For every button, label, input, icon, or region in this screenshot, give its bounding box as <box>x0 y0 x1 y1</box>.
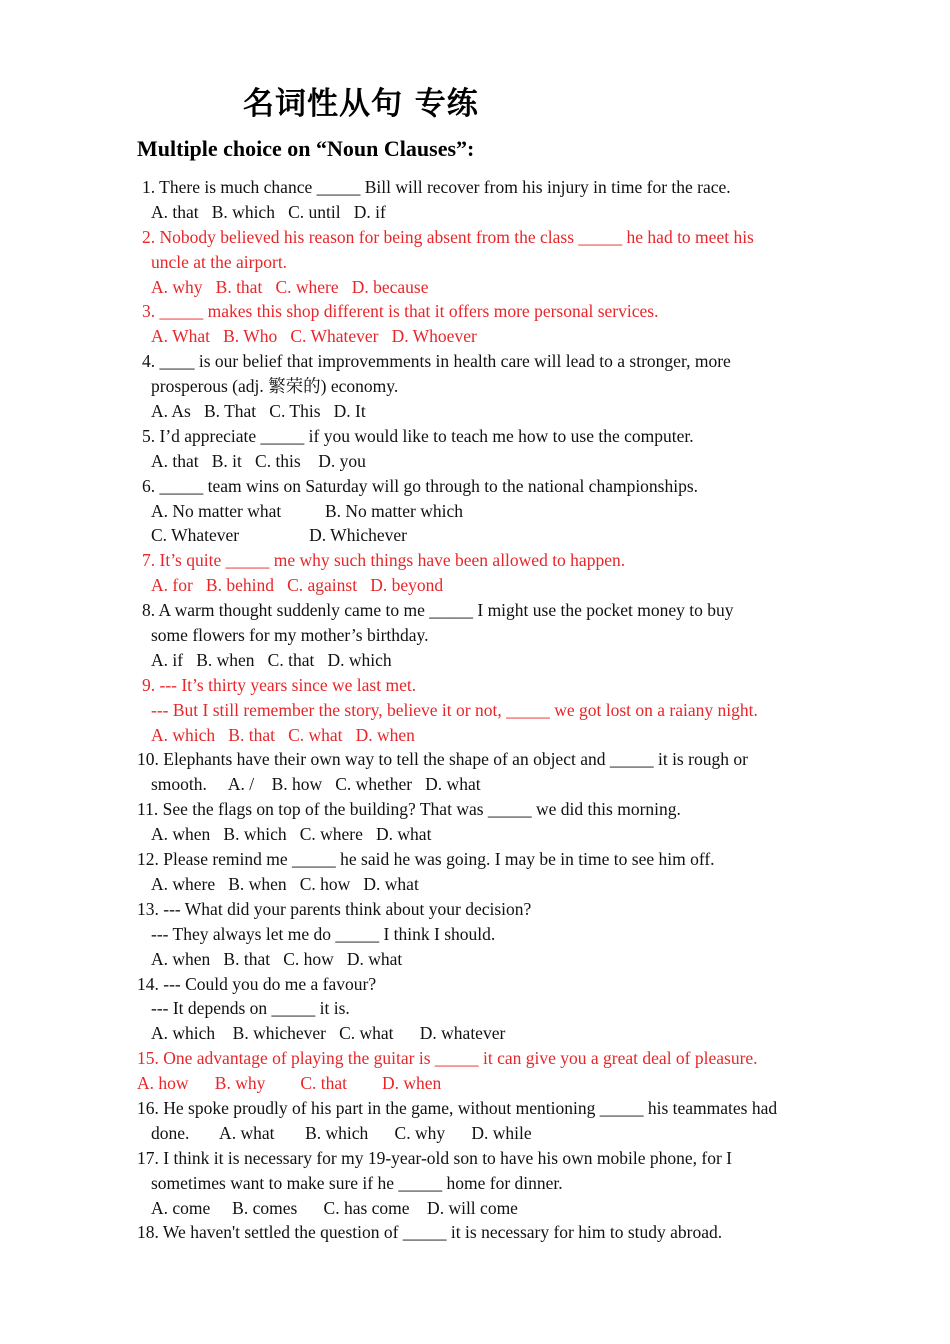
question-text-line: A. why B. that C. where D. because <box>151 276 429 297</box>
question-text-line: A. which B. whichever C. what D. whatever <box>151 1023 506 1044</box>
question-text-line: A. when B. that C. how D. what <box>151 948 403 969</box>
question-text-line: C. Whatever D. Whichever <box>151 525 407 546</box>
question-text-line: A. how B. why C. that D. when <box>137 1073 442 1094</box>
question-text-line: smooth. A. / B. how C. whether D. what <box>151 774 481 795</box>
question-line: 4. ____ is our belief that improvemments in health care will lead to a stronger, more <box>142 351 731 372</box>
question-text-line: --- They always let me do _____ I think I should. <box>151 923 496 944</box>
question-text-line: some flowers for my mother’s birthday. <box>151 625 429 646</box>
question-text-line: --- But I still remember the story, believe it or not, _____ we got lost on a raiany night. <box>151 699 758 720</box>
question-text-line: --- It depends on _____ it is. <box>151 998 350 1019</box>
question-line: 17. I think it is necessary for my 19-year-old son to have his own mobile phone, for I <box>137 1147 733 1168</box>
question-text-line: A. As B. That C. This D. It <box>151 401 366 422</box>
question-line: 3. _____ makes this shop different is that it offers more personal services. <box>142 301 659 322</box>
question-line: 13. --- What did your parents think about your decision? <box>137 898 532 919</box>
question-line: 2. Nobody believed his reason for being absent from the class _____ he had to meet his <box>142 226 754 247</box>
question-line: 7. It’s quite _____ me why such things have been allowed to happen. <box>142 550 626 571</box>
question-text-line: done. A. what B. which C. why D. while <box>151 1122 532 1143</box>
question-line: 1. There is much chance _____ Bill will recover from his injury in time for the race. <box>142 177 731 197</box>
question-text-line: A. No matter what B. No matter which <box>151 500 464 521</box>
section-subtitle: Multiple choice on “Noun Clauses”: <box>137 136 475 161</box>
question-line: 15. One advantage of playing the guitar is _____ it can give you a great deal of pleasure. <box>137 1048 758 1069</box>
question-text-line: A. if B. when C. that D. which <box>151 649 392 670</box>
question-line: 12. Please remind me _____ he said he was going. I may be in time to see him off. <box>137 849 715 870</box>
question-line: 10. Elephants have their own way to tell the shape of an object and _____ it is rough or <box>137 749 748 770</box>
question-text-line: A. that B. it C. this D. you <box>151 450 366 471</box>
question-text-line: A. that B. which C. until D. if <box>151 201 386 222</box>
question-line: 16. He spoke proudly of his part in the game, without mentioning _____ his teammates had <box>137 1097 778 1118</box>
question-text-line: A. where B. when C. how D. what <box>151 873 419 894</box>
question-line: 8. A warm thought suddenly came to me _____ I might use the pocket money to buy <box>142 600 734 621</box>
question-line: 11. See the flags on top of the building? That was _____ we did this morning. <box>137 799 681 820</box>
question-text-line: A. when B. which C. where D. what <box>151 824 432 845</box>
question-line: 5. I’d appreciate _____ if you would like to teach me how to use the computer. <box>142 425 694 446</box>
question-text-line: A. for B. behind C. against D. beyond <box>151 575 444 596</box>
question-text-line: uncle at the airport. <box>151 251 288 272</box>
question-text-line: prosperous (adj. 繁荣的) economy. <box>151 376 399 397</box>
question-line: 6. _____ team wins on Saturday will go through to the national championships. <box>142 475 699 496</box>
question-text-line: sometimes want to make sure if he _____ home for dinner. <box>151 1172 563 1193</box>
question-line: 9. --- It’s thirty years since we last met. <box>142 674 417 695</box>
question-text-line: A. What B. Who C. Whatever D. Whoever <box>151 326 477 347</box>
page-title: 名词性从句 专练 <box>243 86 479 122</box>
question-list <box>0 175 950 1245</box>
question-line: 14. --- Could you do me a favour? <box>137 973 377 994</box>
question-text-line: A. which B. that C. what D. when <box>151 724 415 745</box>
question-text-line: A. come B. comes C. has come D. will come <box>151 1197 518 1218</box>
question-line: 18. We haven't settled the question of _____ it is necessary for him to study abroad. <box>137 1222 723 1243</box>
